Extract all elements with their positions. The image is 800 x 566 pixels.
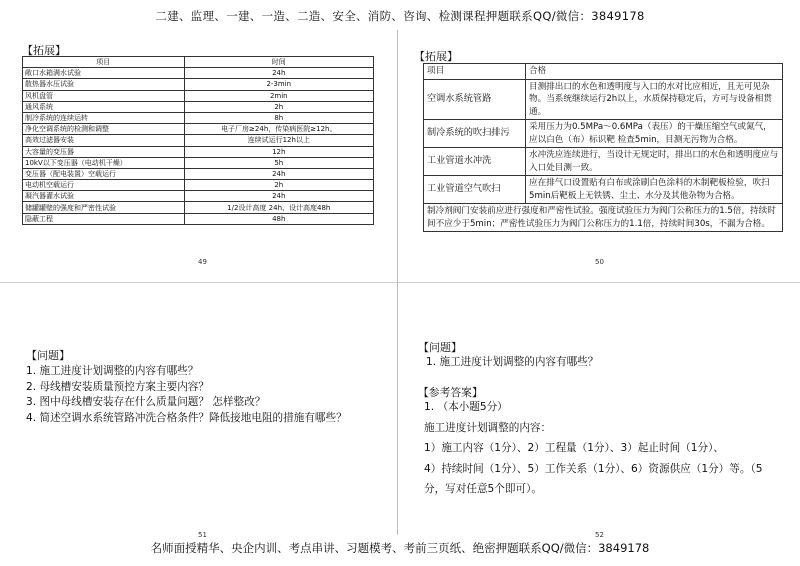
p52-answer-line: 1. （本小题5分） (424, 401, 508, 413)
item-cell: 电动机空载运行 (23, 180, 185, 191)
item-cell: 凝汽器灌水试验 (23, 191, 185, 202)
p52-section-title: 【问题】 (418, 341, 462, 354)
item-cell: 散热器水压试验 (23, 79, 185, 90)
item-cell: 通风系统 (23, 101, 185, 112)
item-cell: 变压器（配电装置）空载运行 (23, 168, 185, 179)
item-cell: 制冷系统的连续运转 (23, 112, 185, 123)
item-cell: 风机盘管 (23, 90, 185, 101)
table-row (424, 148, 783, 176)
p51-question-list (26, 364, 347, 426)
item-cell: 制冷系统的吹扫排污 (424, 120, 526, 148)
item-cell: 空调水系统管路 (424, 79, 526, 120)
table-row (424, 120, 783, 148)
page49-header-row (23, 57, 374, 68)
table-row (23, 157, 374, 168)
item-cell: 工业管道水冲洗 (424, 148, 526, 176)
value-cell: 采用压力为0.5MPa～0.6MPa（表压）的干燥压缩空气或氮气，应以白色（布）标识靶 检查5min，目测无污物为合格。 (526, 120, 783, 148)
table-row (23, 112, 374, 123)
p52-answer-line: 1）施工内容（1分）、2）工程量（1分）、3）起止时间（1分）、 (424, 442, 724, 454)
table-row (23, 90, 374, 101)
table-row (424, 176, 783, 204)
p50-section-title: 【拓展】 (414, 50, 458, 63)
item-cell: 隐蔽工程 (23, 213, 185, 224)
p49-table (22, 56, 374, 225)
value-cell: 48h (184, 213, 373, 224)
p51-question: 2. 母线槽安装质量预控方案主要内容？ (26, 380, 209, 393)
p50-note-row (424, 204, 783, 232)
page50-header-row (424, 64, 783, 80)
item-cell: 储罐罐壁的强度和严密性试验 (23, 202, 185, 213)
table-row (23, 124, 374, 135)
p50-note: 制冷剂阀门安装前应进行强度和严密性试验。强度试验压力为阀门公称压力的1.5倍，持续时间不应少于5min；严密性试验压力为阀门公称压力的1.1倍，持续时间30s，不漏为合格。 (424, 204, 783, 232)
page49-column-header: 时间 (184, 57, 373, 68)
table-row (424, 79, 783, 120)
value-cell: 12h (184, 146, 373, 157)
value-cell: 2h (184, 180, 373, 191)
value-cell: 24h (184, 191, 373, 202)
value-cell: 目测排出口的水色和透明度与入口的水对比应相近，且无可见杂物。当系统继续运行2h以上，水质保持稳定后，方可与设备相贯通。 (526, 79, 783, 120)
p52-answer-heading: 【参考答案】 (418, 386, 483, 399)
p52-page-number: 52 (595, 531, 604, 539)
table-row (23, 135, 374, 146)
value-cell: 电子厂房≥24h，传染病医院≥12h。 (184, 124, 373, 135)
value-cell: 8h (184, 112, 373, 123)
p51-question: 1. 施工进度计划调整的内容有哪些？ (26, 365, 199, 377)
item-cell: 敞口水箱满水试验 (23, 68, 185, 79)
value-cell: 24h (184, 168, 373, 179)
page49-column-header: 项目 (23, 57, 185, 68)
item-cell: 工业管道空气吹扫 (424, 176, 526, 204)
page-header: 二建、监理、一建、一造、二造、安全、消防、咨询、检测课程押题联系QQ/微信：3849178 (155, 9, 645, 23)
table-row (23, 191, 374, 202)
p52-answer (424, 397, 794, 500)
p52-answer-line: 分，写对任意5个即可）。 (424, 483, 542, 495)
value-cell: 连续试运行12h以上 (184, 135, 373, 146)
p52-answer-line: 施工进度计划调整的内容： (424, 421, 552, 434)
page-footer: 名师面授精华、央企内训、考点串讲、习题模考、考前三页纸、绝密押题联系QQ/微信：3849178 (150, 541, 650, 555)
p51-question: 4. 简述空调水系统管路冲洗合格条件？降低接地电阻的措施有哪些？ (26, 411, 347, 424)
value-cell: 水冲洗应连续进行，当设计无规定时，排出口的水色和透明度应与入口处目测一致。 (526, 148, 783, 176)
p52-question: 1. 施工进度计划调整的内容有哪些？ (426, 356, 599, 368)
value-cell: 2min (184, 90, 373, 101)
table-row (23, 180, 374, 191)
p50-page-number: 50 (595, 258, 604, 266)
item-cell: 净化空调系统的检测和调整 (23, 124, 185, 135)
p50-table (423, 63, 783, 232)
value-cell: 2h (184, 101, 373, 112)
value-cell: 2-3min (184, 79, 373, 90)
p49-page-number: 49 (198, 258, 207, 266)
item-cell: 高效过滤器安装 (23, 135, 185, 146)
p49-section-title: 【拓展】 (22, 44, 66, 57)
page-divider-horizontal (0, 282, 800, 283)
p52-answer-line: 4）持续时间（1分）、5）工作关系（1分）、6）资源供应（1分）等。（5 (424, 462, 763, 475)
item-cell: 10kV以下变压器（电动机干燥） (23, 157, 185, 168)
p51-question: 3. 图中母线槽安装存在什么质量问题？ 怎样整改？ (26, 396, 266, 408)
p51-section-title: 【问题】 (26, 349, 70, 362)
table-row (23, 146, 374, 157)
page50-column-header: 项目 (424, 64, 526, 80)
value-cell: 24h (184, 68, 373, 79)
table-row (23, 202, 374, 213)
table-row (23, 101, 374, 112)
table-row (23, 213, 374, 224)
table-row (23, 68, 374, 79)
value-cell: 5h (184, 157, 373, 168)
page50-column-header: 合格 (526, 64, 783, 80)
item-cell: 大容量的变压器 (23, 146, 185, 157)
value-cell: 1/2设计高度 24h、设计高度48h (184, 202, 373, 213)
value-cell: 应在排气口设置贴有白布或涂刷白色涂料的木制靶板检验，吹扫5min后靶板上无铁锈、尘土、水分及其他杂物为合格。 (526, 176, 783, 204)
table-row (23, 79, 374, 90)
p51-page-number: 51 (198, 531, 207, 539)
table-row (23, 168, 374, 179)
